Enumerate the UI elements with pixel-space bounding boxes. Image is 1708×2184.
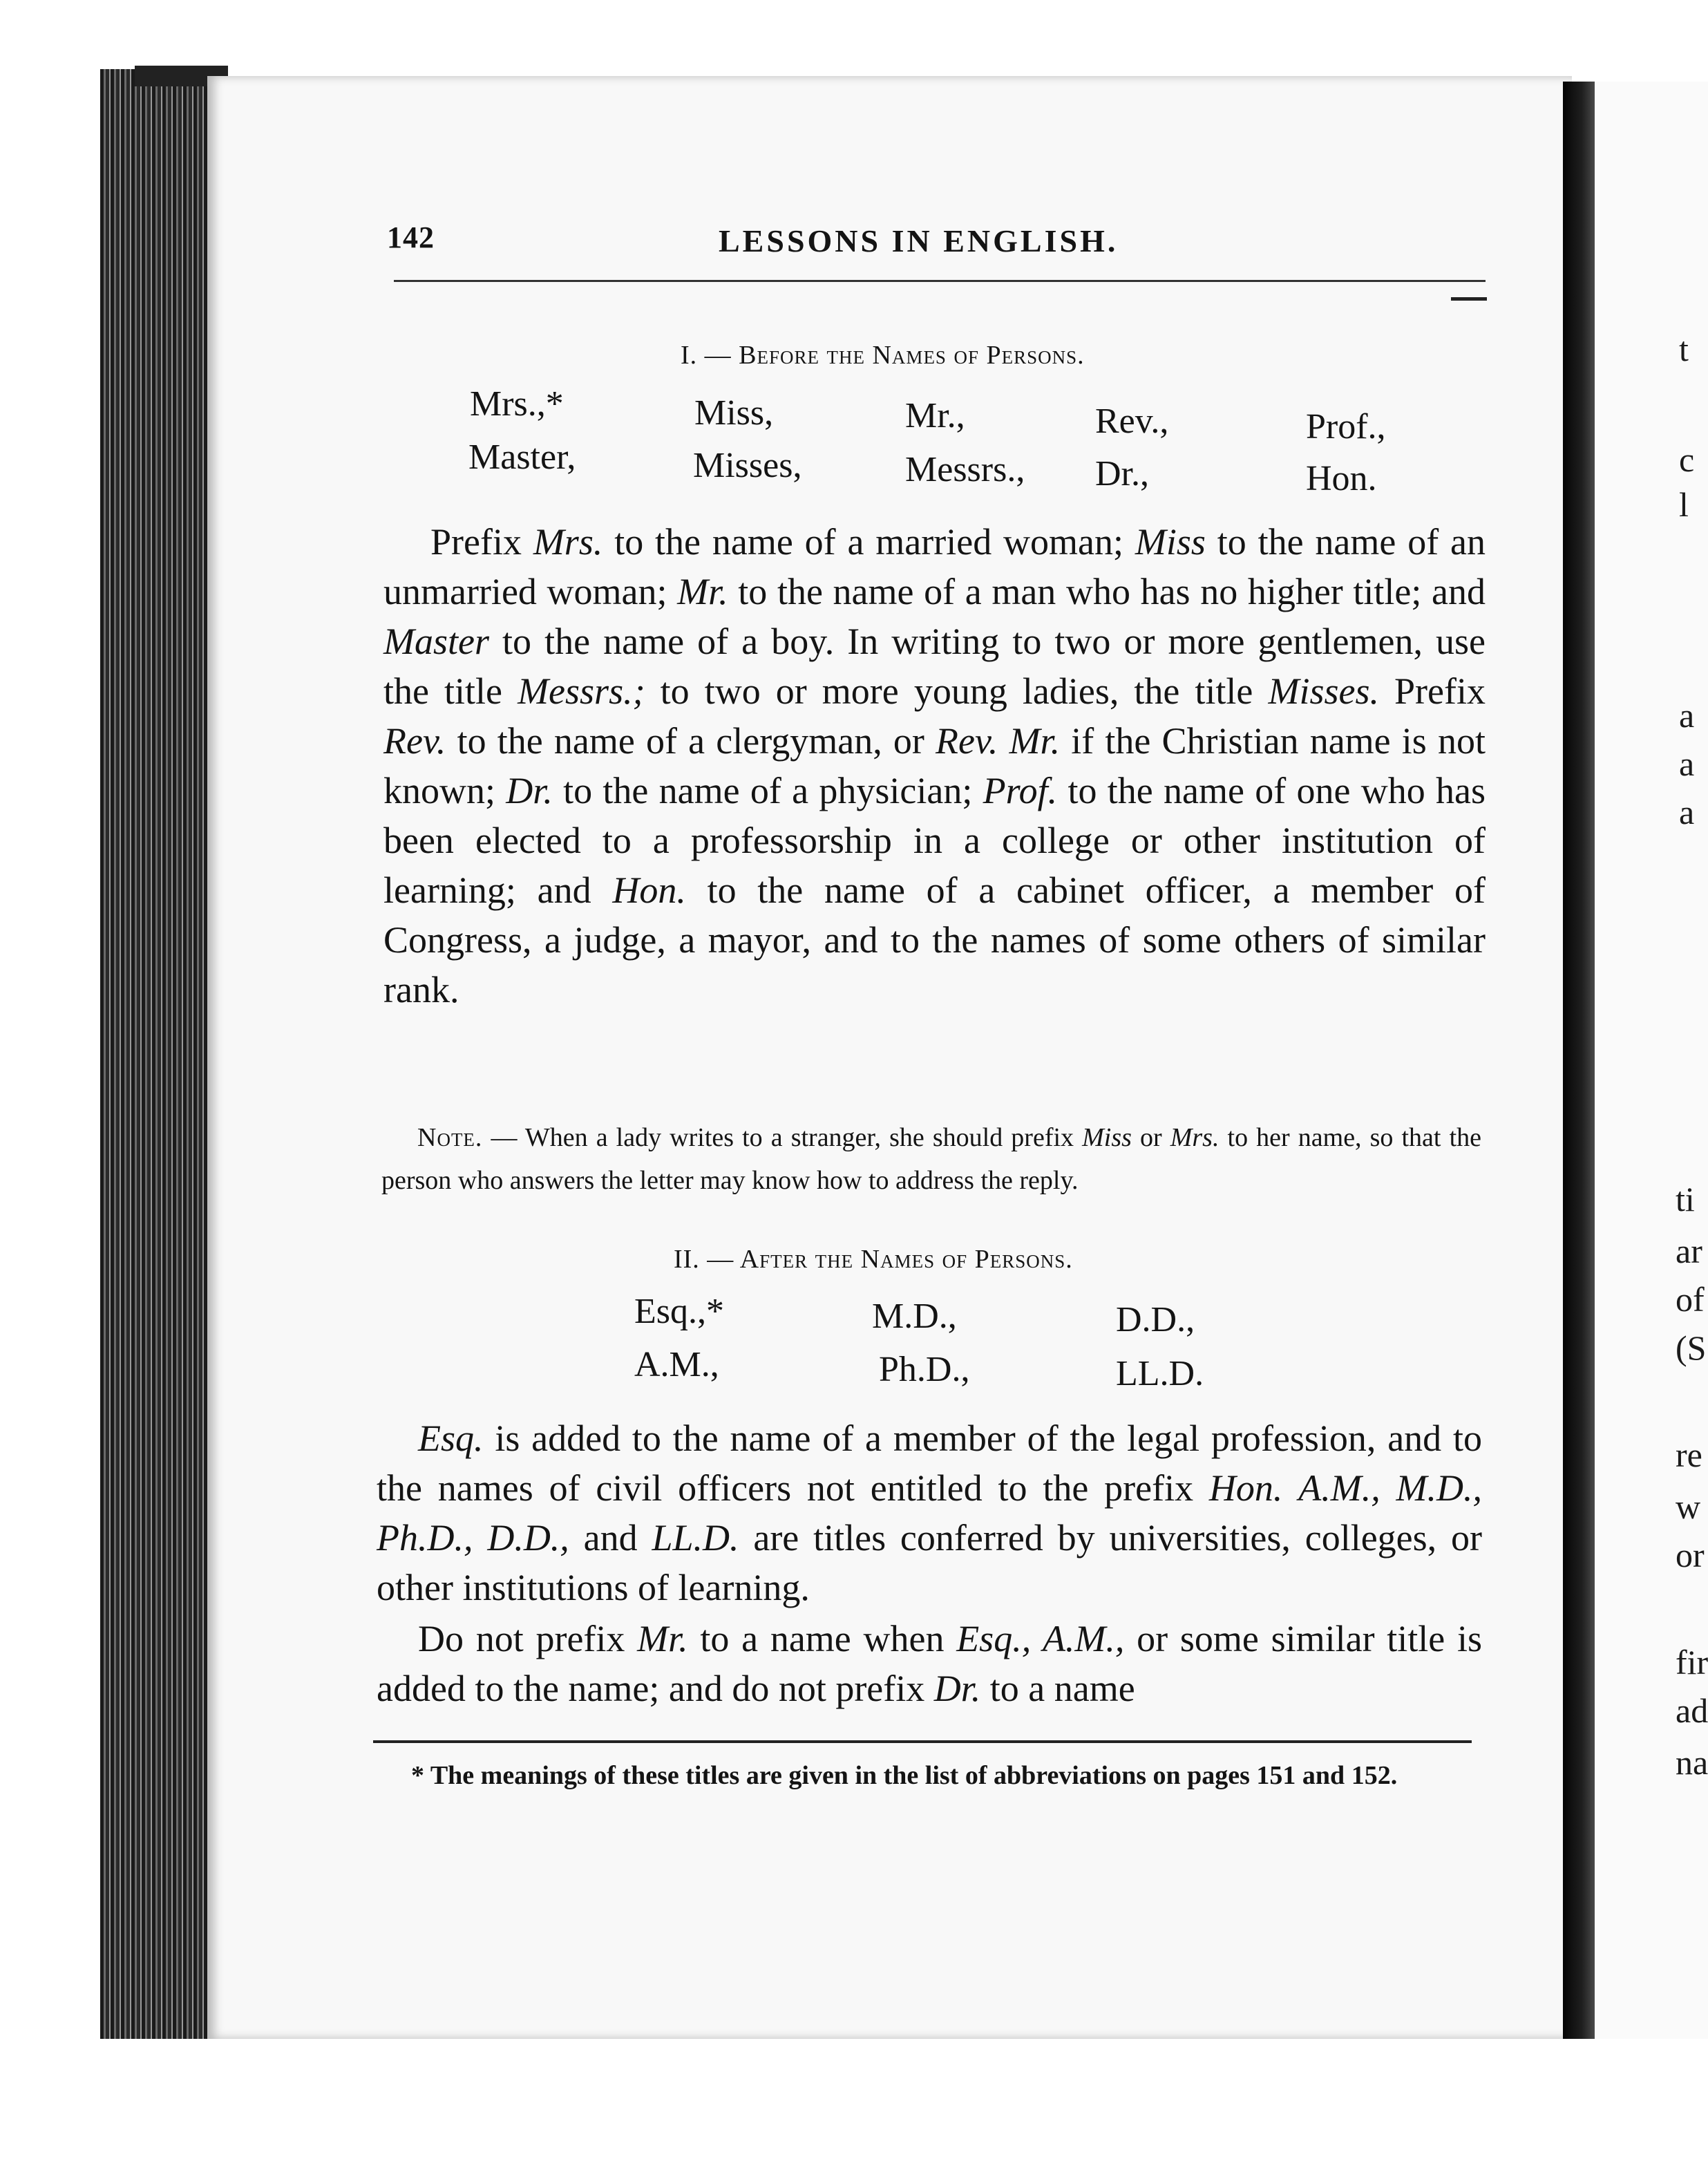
- title-item: M.D.,: [872, 1297, 957, 1336]
- page-stack-edge: [100, 69, 214, 2046]
- paragraph-do-not-prefix: Do not prefix Mr. to a name when Esq., A.M., or some similar title is added to the name; and do not prefix Dr. to a name: [377, 1618, 1483, 1709]
- title-item: Hon.: [1306, 459, 1377, 498]
- header-rule: [394, 280, 1486, 282]
- title-item: Miss,: [694, 393, 774, 433]
- title-item: A.M.,: [634, 1345, 719, 1384]
- adjacent-page-fragment: na: [1676, 1743, 1708, 1782]
- adjacent-page-fragment: a: [1679, 696, 1695, 735]
- title-item: Misses,: [693, 446, 802, 485]
- book-gutter-shadow: [1563, 82, 1595, 2044]
- book-page: [207, 76, 1572, 2039]
- title-item: Ph.D.,: [879, 1350, 970, 1389]
- section-heading-before-names: I. — Before the Names of Persons.: [681, 341, 1085, 370]
- title-item: Mrs.,*: [470, 384, 564, 424]
- adjacent-page-fragment: a: [1679, 744, 1695, 783]
- adjacent-page-fragment: w: [1676, 1487, 1701, 1526]
- adjacent-page-fragment: a: [1679, 793, 1695, 831]
- book-left-margin: [0, 0, 114, 2184]
- title-item: Dr.,: [1095, 454, 1149, 493]
- note-paragraph: Note. — When a lady writes to a stranger, she should prefix Miss or Mrs. to her name, so that the person who answers the letter may know how to address the reply.: [381, 1123, 1481, 1195]
- paragraph-titles-before-names: Prefix Mrs. to the name of a married woman; Miss to the name of an unmarried woman; Mr. to the name of a man who has no higher title; and Master to the name of a boy. In writing to two or more gentlemen, use the title Messrs.; to two or more young ladies, the title Misses. Prefix Rev. to the name of a clergyman, or Rev. Mr. if the Christian name is not known; Dr. to the name of a physician; Prof. to the name of one who has been elected to a professorship in a college or other institution of learning; and Hon. to the name of a cabinet officer, a member of Congress, a judge, a mayor, and to the names of some others of similar rank.: [383, 521, 1486, 1010]
- adjacent-page-fragment: c: [1679, 440, 1695, 479]
- note-label: Note.: [417, 1123, 483, 1152]
- footnote-rule: [373, 1740, 1472, 1743]
- adjacent-page-fragment: fir: [1676, 1643, 1708, 1682]
- adjacent-page-fragment: ad: [1676, 1691, 1708, 1730]
- paragraph-titles-after-names: Esq. is added to the name of a member of the legal profession, and to the names of civil officers not entitled to the prefix Hon. A.M., M.D., Ph.D., D.D., and LL.D. are titles conferred by universities, colleges, or other institutions of learning.: [377, 1418, 1483, 1608]
- title-item: Messrs.,: [905, 450, 1025, 489]
- header-rule-end: [1451, 297, 1487, 301]
- title-item: Master,: [468, 437, 576, 477]
- title-item: Mr.,: [905, 396, 965, 435]
- page-number: 142: [387, 220, 435, 254]
- adjacent-page-fragment: ti: [1676, 1180, 1695, 1218]
- adjacent-page-fragment: or: [1676, 1536, 1705, 1574]
- adjacent-page-fragment: re: [1676, 1435, 1702, 1474]
- adjacent-page-fragment: t: [1679, 330, 1689, 368]
- adjacent-page-fragment: l: [1679, 485, 1689, 524]
- running-head: [387, 220, 1492, 268]
- title-item: LL.D.: [1116, 1354, 1204, 1393]
- header-title: LESSONS IN ENGLISH.: [719, 223, 1119, 258]
- adjacent-page-fragment: of: [1676, 1280, 1705, 1319]
- adjacent-page-fragment: ar: [1676, 1232, 1702, 1270]
- title-item: Prof.,: [1306, 407, 1386, 446]
- title-item: Rev.,: [1095, 402, 1169, 441]
- title-item: D.D.,: [1116, 1300, 1195, 1339]
- footnote: * The meanings of these titles are given in the list of abbreviations on pages 151 and 152.: [411, 1761, 1398, 1790]
- adjacent-page-fragment: (S: [1676, 1328, 1707, 1367]
- scan-bottom-margin: [0, 2039, 1708, 2184]
- title-item: Esq.,*: [634, 1292, 724, 1331]
- section-heading-after-names: II. — After the Names of Persons.: [674, 1245, 1073, 1274]
